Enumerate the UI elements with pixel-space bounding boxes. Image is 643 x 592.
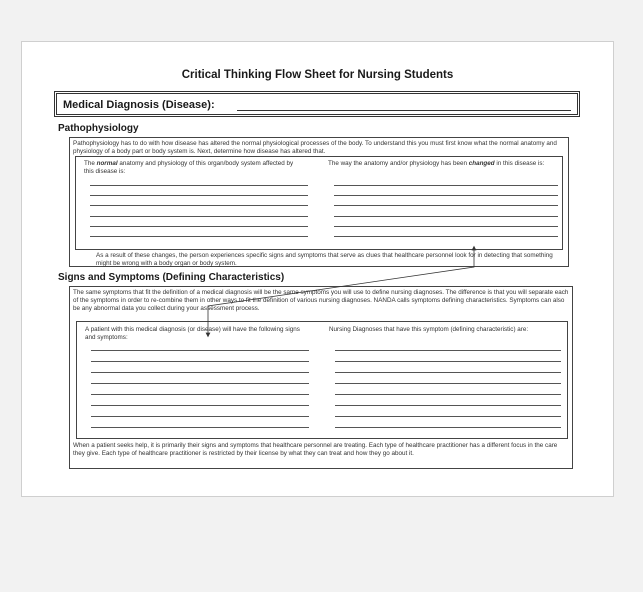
flow-sheet-page xyxy=(21,41,614,497)
normal-anatomy-prompt: The normal anatomy and physiology of this organ/body system affected by this disease is: xyxy=(84,160,294,175)
medical-diagnosis-box xyxy=(54,91,580,117)
pathophysiology-inner-box xyxy=(75,156,563,250)
pathophysiology-footer: As a result of these changes, the person experiences specific signs and symptoms that serve as clues that healthcare personnel look for in detecting that something might be wrong with a body organ or body system. xyxy=(96,252,553,267)
signs-symptoms-prompt: A patient with this medical diagnosis (or disease) will have the following signs and symptoms: xyxy=(85,326,300,341)
pathophysiology-box xyxy=(69,137,569,267)
sheet-title: Critical Thinking Flow Sheet for Nursing Students xyxy=(181,69,454,81)
signs-symptoms-footer: When a patient seeks help, it is primarily their signs and symptoms that healthcare personnel are treating. Each type of healthcare practitioner has a different focus in the care they give. Each type of healthcare practitioner is restricted by their license by what they can treat and how they go about it. xyxy=(73,442,558,457)
medical-diagnosis-fill-line[interactable] xyxy=(237,110,571,111)
changed-anatomy-prompt: The way the anatomy and/or physiology has been changed in this disease is: xyxy=(328,160,545,167)
pathophysiology-heading: Pathophysiology xyxy=(58,123,139,134)
signs-symptoms-heading: Signs and Symptoms (Defining Characteristics) xyxy=(58,272,285,283)
medical-diagnosis-label: Medical Diagnosis (Disease): xyxy=(63,99,215,111)
signs-symptoms-intro: The same symptoms that fit the definition of a medical diagnosis will be the same symptoms you will use to define nursing diagnoses. The difference is that you will separate each of the symptoms in order to re-combine them in other ways to fit the definition of various nursing diagnoses. NANDA calls symptoms defining characteristics. Symptoms can also be any abnormal data you collect during your assessment process. xyxy=(73,289,569,312)
pathophysiology-intro: Pathophysiology has to do with how disease has altered the normal physiological processes of the body. To understand this you must first know what the normal anatomy and physiology of a body part or body system is. Next, determine how disease has altered that. xyxy=(73,140,557,155)
signs-symptoms-inner-box xyxy=(76,321,568,439)
nursing-diagnoses-prompt: Nursing Diagnoses that have this symptom (defining characteristic) are: xyxy=(329,326,529,333)
signs-symptoms-box xyxy=(69,286,573,469)
